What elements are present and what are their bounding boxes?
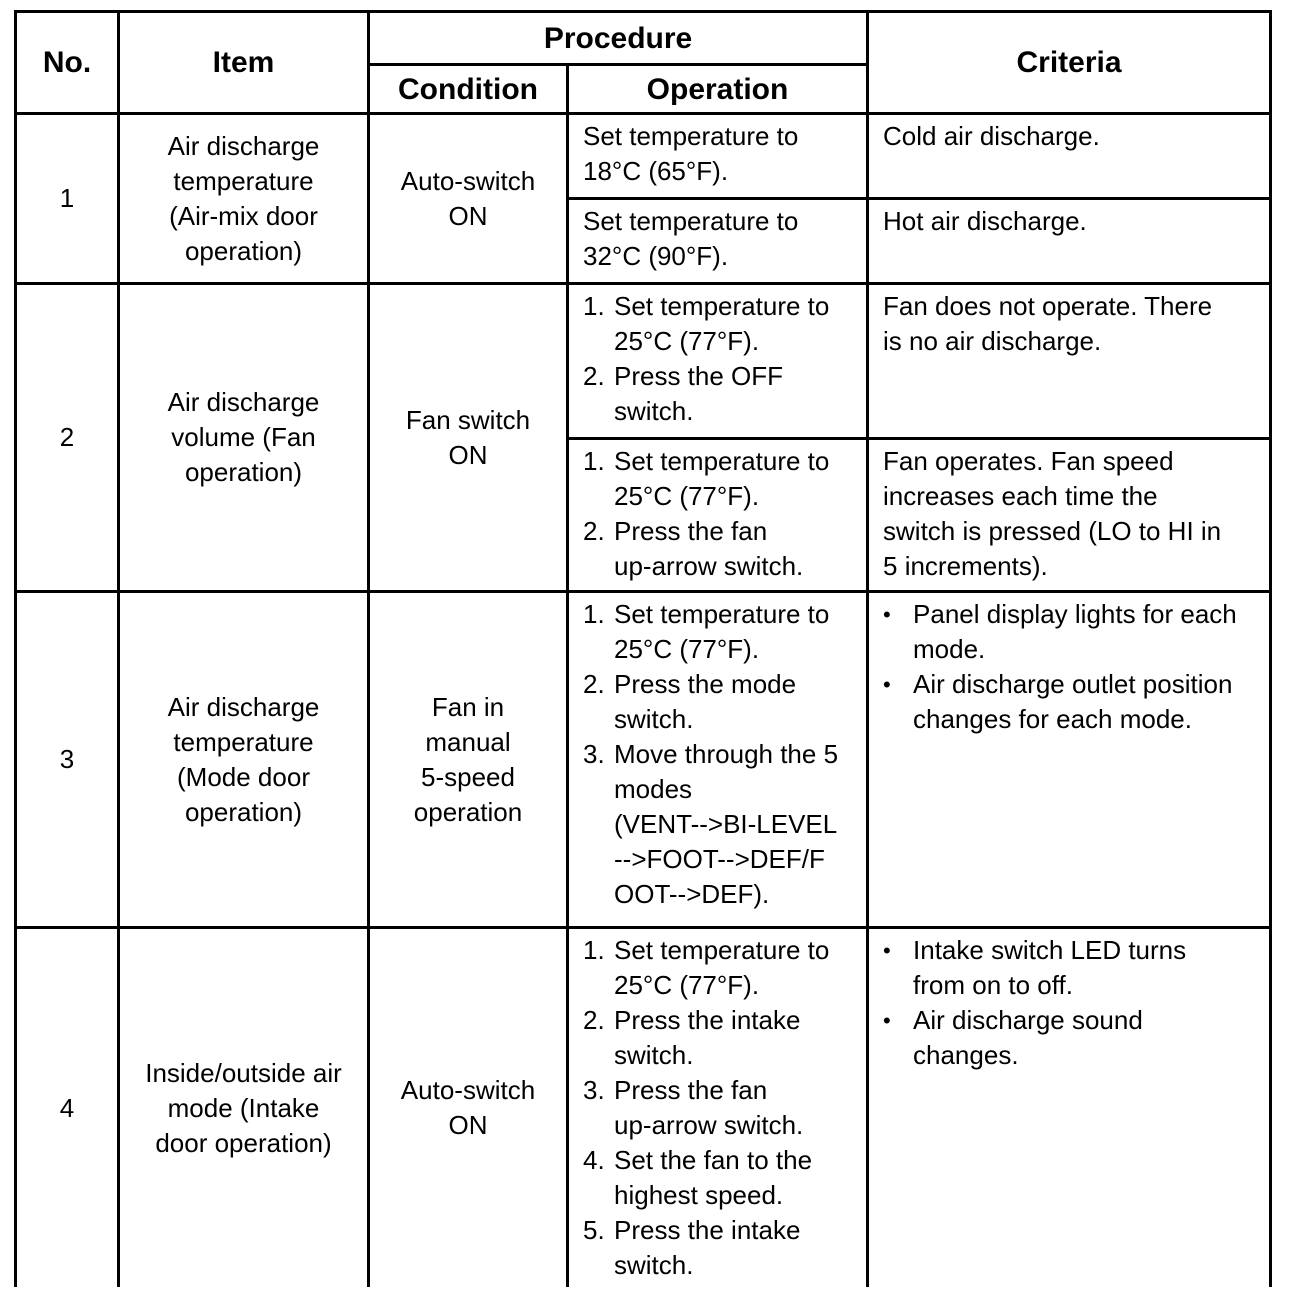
table-row	[16, 284, 1271, 439]
criteria-cell	[868, 592, 1271, 928]
operation-cell	[568, 439, 868, 592]
criteria-cell: Hot air discharge.	[868, 199, 1271, 284]
criteria-cell: Fan operates. Fan speed increases each time the switch is pressed (LO to HI in 5 increments).	[868, 439, 1271, 592]
criteria-cell	[868, 928, 1271, 1288]
operation-cell: Set temperature to 32°C (90°F).	[568, 199, 868, 284]
condition-cell: Auto-switch ON	[369, 114, 568, 284]
criteria-bullet-item: • Air discharge outlet position changes for each mode.	[883, 669, 1233, 734]
criteria-bullet-item: • Panel display lights for each mode.	[883, 599, 1237, 664]
step-item: 4. Set the fan to the highest speed.	[583, 1145, 813, 1210]
header-condition: Condition	[369, 65, 568, 114]
row-number: 3	[16, 592, 119, 928]
table-row	[16, 592, 1271, 928]
criteria-bullet-item: • Intake switch LED turns from on to off.	[883, 935, 1187, 1000]
step-list	[583, 933, 858, 1283]
step-item: 2. Press the intake switch.	[583, 1005, 801, 1070]
row-number: 2	[16, 284, 119, 592]
header-item: Item	[119, 12, 369, 114]
header-procedure: Procedure	[369, 12, 868, 65]
item-cell: Inside/outside air mode (Intake door operation)	[119, 928, 369, 1288]
item-cell: Air discharge temperature (Air-mix door operation)	[119, 114, 369, 284]
row-number: 1	[16, 114, 119, 284]
step-list	[583, 597, 858, 912]
step-item: 5. Press the intake switch.	[583, 1215, 801, 1280]
step-item: 2. Press the OFF switch.	[583, 361, 784, 426]
criteria-cell: Fan does not operate. There is no air discharge.	[868, 284, 1271, 439]
condition-cell: Fan in manual 5-speed operation	[369, 592, 568, 928]
criteria-list	[883, 597, 1261, 737]
table-row	[16, 928, 1271, 1288]
operation-cell: Set temperature to 18°C (65°F).	[568, 114, 868, 199]
step-item: 1. Set temperature to 25°C (77°F).	[583, 291, 830, 356]
criteria-cell: Cold air discharge.	[868, 114, 1271, 199]
step-item: 2. Press the mode switch.	[583, 669, 797, 734]
step-item: 3. Move through the 5 modes (VENT-->BI-LEVEL -->FOOT-->DEF/F OOT-->DEF).	[583, 739, 839, 909]
header-operation: Operation	[568, 65, 868, 114]
criteria-bullet-item: • Air discharge sound changes.	[883, 1005, 1143, 1070]
operation-cell	[568, 592, 868, 928]
condition-cell: Fan switch ON	[369, 284, 568, 592]
step-item: 1. Set temperature to 25°C (77°F).	[583, 599, 830, 664]
item-cell: Air discharge volume (Fan operation)	[119, 284, 369, 592]
step-item: 3. Press the fan up-arrow switch.	[583, 1075, 804, 1140]
step-item: 1. Set temperature to 25°C (77°F).	[583, 446, 830, 511]
operation-cell	[568, 928, 868, 1288]
condition-cell: Auto-switch ON	[369, 928, 568, 1288]
step-list	[583, 444, 858, 584]
row-number: 4	[16, 928, 119, 1288]
table-row	[16, 114, 1271, 199]
step-list	[583, 289, 858, 429]
header-no: No.	[16, 12, 119, 114]
item-cell: Air discharge temperature (Mode door operation)	[119, 592, 369, 928]
step-item: 1. Set temperature to 25°C (77°F).	[583, 935, 830, 1000]
criteria-list	[883, 933, 1261, 1073]
header-criteria: Criteria	[868, 12, 1271, 114]
procedure-table	[14, 10, 1272, 1287]
step-item: 2. Press the fan up-arrow switch.	[583, 516, 804, 581]
operation-cell	[568, 284, 868, 439]
